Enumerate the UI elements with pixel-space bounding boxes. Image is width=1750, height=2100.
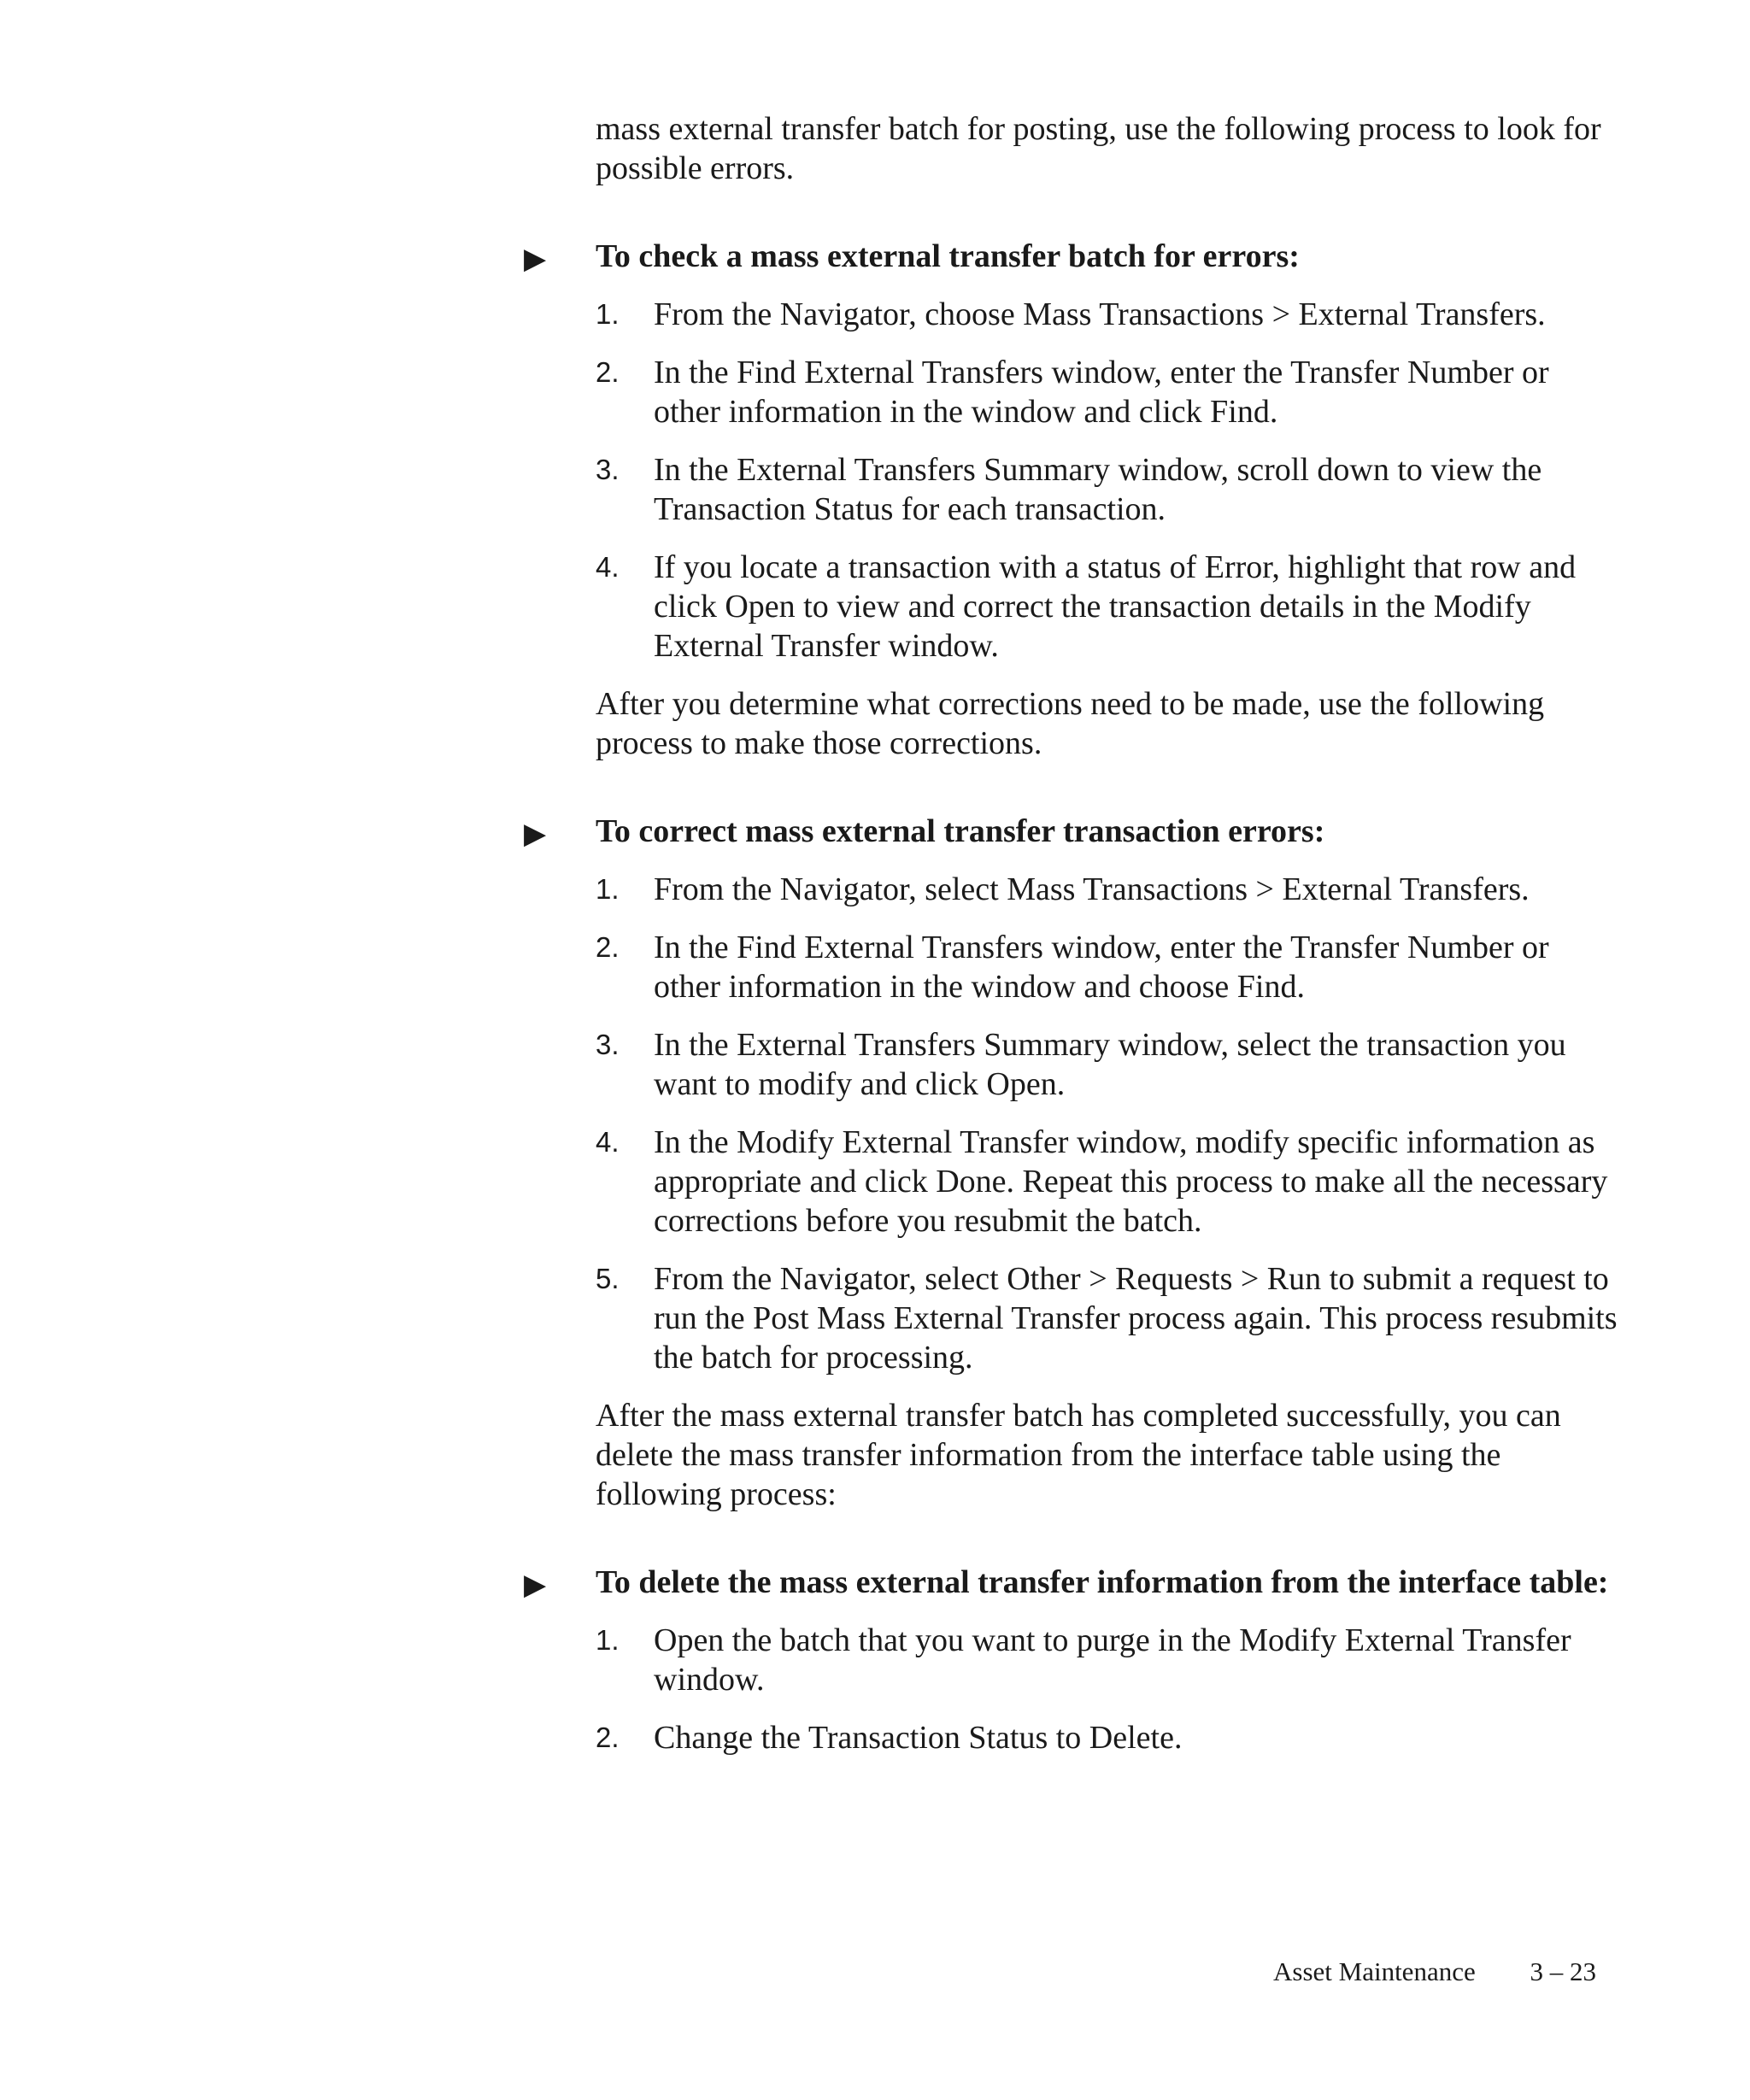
procedure-heading [524, 1561, 1621, 1604]
step-text: If you locate a transaction with a status of Error, highlight that row and click Open to view and correct the transaction details in the Modify External Transfer window. [654, 549, 1577, 664]
intro-paragraph: mass external transfer batch for posting, use the following process to look for possible errors. [596, 111, 1601, 186]
step-number: 1. [596, 873, 620, 905]
step-number: 2. [596, 356, 620, 388]
step-number: 4. [596, 551, 620, 583]
step-item [596, 1718, 1621, 1757]
arrow-bullet-icon: ▶ [524, 1569, 547, 1601]
step-item [596, 450, 1621, 529]
step-number: 2. [596, 1722, 620, 1753]
step-number: 4. [596, 1126, 620, 1158]
step-text: From the Navigator, select Other > Requests > Run to submit a request to run the Post Mass External Transfer process again. This process resubmits the batch for processing. [654, 1261, 1618, 1376]
step-text: In the External Transfers Summary window, scroll down to view the Transaction Status for each transaction. [654, 452, 1542, 527]
procedure-delete-information [524, 1561, 1621, 1757]
step-item [596, 1259, 1621, 1377]
step-text: In the External Transfers Summary window, select the transaction you want to modify and click Open. [654, 1027, 1566, 1102]
step-list [596, 295, 1621, 666]
step-number: 1. [596, 1624, 620, 1656]
step-number: 3. [596, 1029, 620, 1060]
footer-section-title: Asset Maintenance [1273, 1956, 1476, 1986]
step-text: From the Navigator, choose Mass Transactions > External Transfers. [654, 296, 1546, 332]
step-text: In the Find External Transfers window, enter the Transfer Number or other information in the window and choose Find. [654, 930, 1549, 1005]
step-number: 2. [596, 931, 620, 963]
footer-page-number: 3 – 23 [1530, 1956, 1596, 1986]
procedure-heading [524, 235, 1621, 278]
step-text: Open the batch that you want to purge in the Modify External Transfer window. [654, 1622, 1571, 1698]
step-item [596, 295, 1621, 334]
step-text: In the Modify External Transfer window, modify specific information as appropriate and click Done. Repeat this process to make all the necessary corrections before you resubmit the batch. [654, 1124, 1608, 1239]
step-text: Change the Transaction Status to Delete. [654, 1720, 1183, 1756]
transition-paragraph: After you determine what corrections need to be made, use the following process to make those corrections. [596, 686, 1545, 761]
procedure-heading-text: To correct mass external transfer transaction errors: [596, 813, 1325, 849]
step-item [596, 1123, 1621, 1241]
procedure-heading-text: To check a mass external transfer batch for errors: [596, 238, 1300, 274]
step-number: 3. [596, 454, 620, 485]
step-text: From the Navigator, select Mass Transactions > External Transfers. [654, 871, 1530, 907]
procedure-check-errors [524, 235, 1621, 763]
step-item [596, 870, 1621, 909]
step-list [596, 870, 1621, 1377]
step-item [596, 1025, 1621, 1104]
step-text: In the Find External Transfers window, enter the Transfer Number or other information in the window and click Find. [654, 355, 1549, 430]
procedure-correct-errors [524, 810, 1621, 1514]
step-list [596, 1621, 1621, 1757]
arrow-bullet-icon: ▶ [524, 243, 547, 275]
arrow-bullet-icon: ▶ [524, 818, 547, 850]
step-item [596, 1621, 1621, 1699]
page-content [524, 109, 1621, 1776]
procedure-heading-text: To delete the mass external transfer information from the interface table: [596, 1564, 1609, 1600]
step-number: 5. [596, 1263, 620, 1294]
procedure-heading [524, 810, 1621, 853]
page-footer [1273, 1956, 1596, 1987]
step-item [596, 928, 1621, 1006]
step-item [596, 548, 1621, 666]
step-number: 1. [596, 298, 620, 330]
step-item [596, 353, 1621, 431]
transition-paragraph: After the mass external transfer batch has completed successfully, you can delete the mass transfer information from the interface table using the following process: [596, 1398, 1561, 1512]
